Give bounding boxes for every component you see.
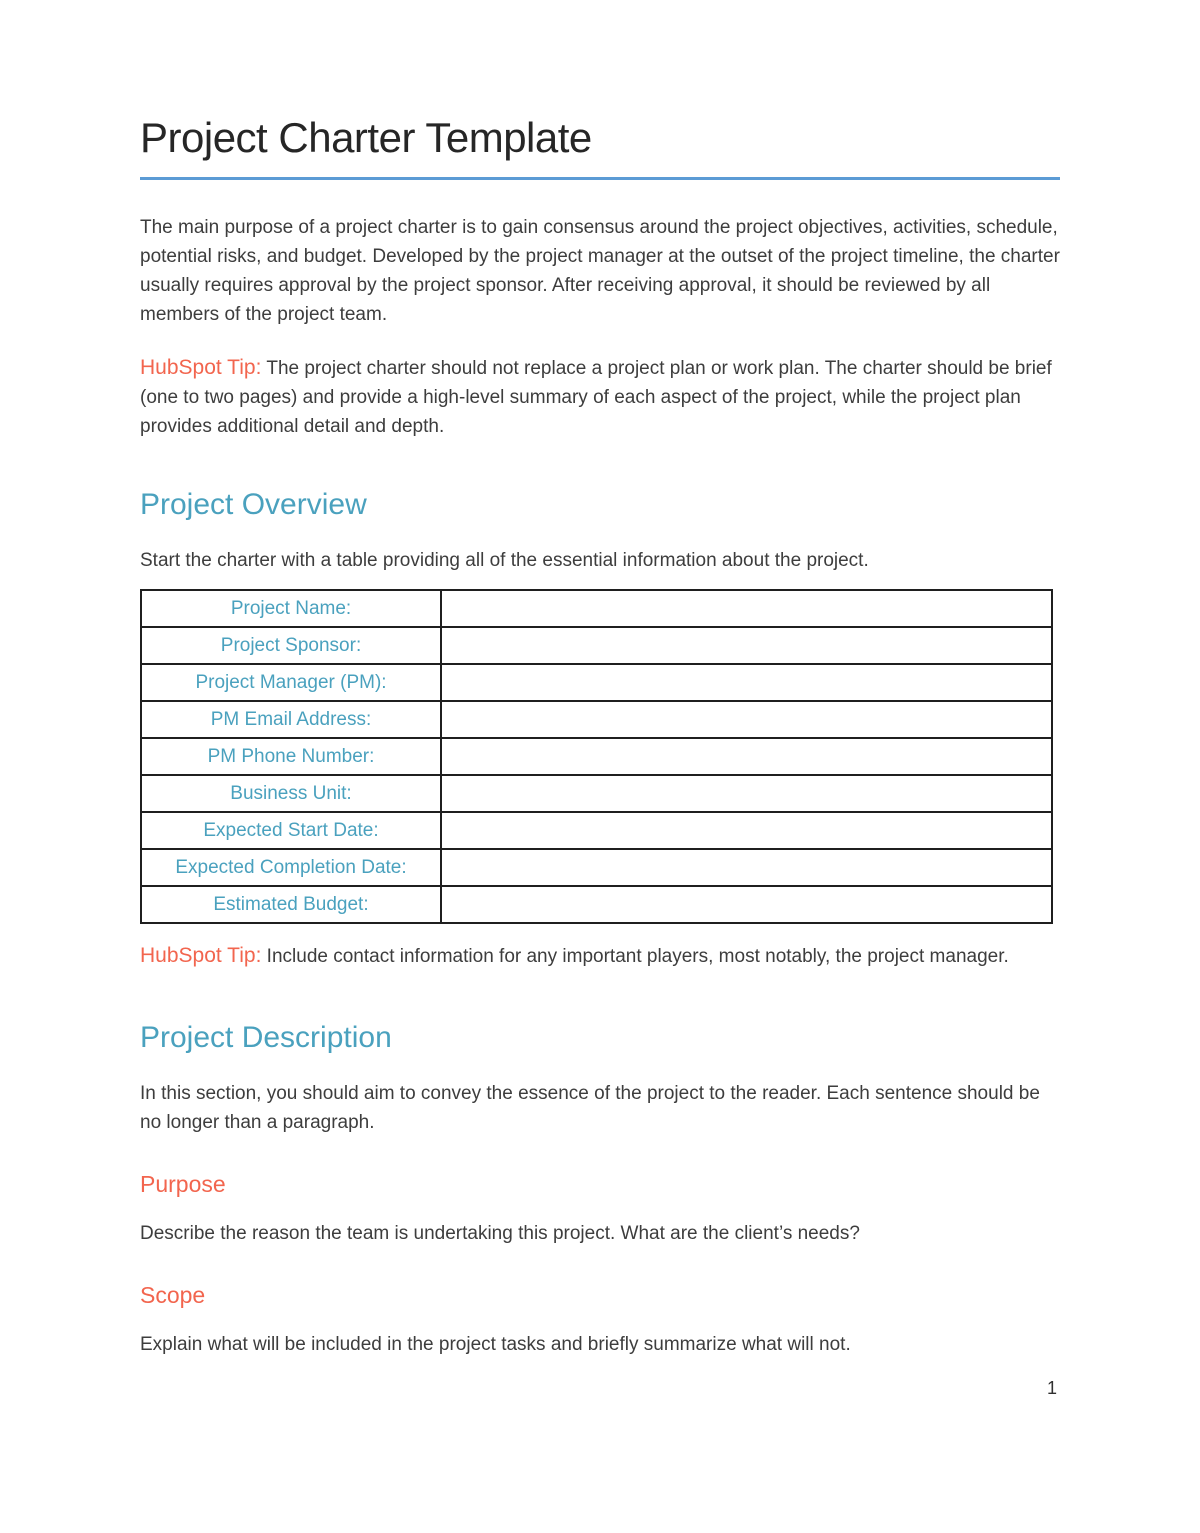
table-row-value-field[interactable] xyxy=(441,738,1052,775)
sub-heading-scope: Scope xyxy=(140,1282,206,1309)
table-row xyxy=(141,664,1052,701)
table-row xyxy=(141,775,1052,812)
table-row-value-field[interactable] xyxy=(441,627,1052,664)
table-row-label: Estimated Budget: xyxy=(141,886,441,923)
hubspot-tip-2 xyxy=(140,941,1060,971)
section-heading-project-description: Project Description xyxy=(140,1021,392,1055)
table-row-label: Project Sponsor: xyxy=(141,627,441,664)
overview-table-body xyxy=(141,590,1052,923)
description-subsections xyxy=(140,1171,1060,1359)
section-heading-project-overview: Project Overview xyxy=(140,488,367,522)
sub-heading-paragraph: Explain what will be included in the project tasks and briefly summarize what will not. xyxy=(140,1334,851,1356)
hubspot-tip-1 xyxy=(140,353,1060,441)
hubspot-tip-1-label: HubSpot Tip: xyxy=(140,356,262,380)
table-row xyxy=(141,812,1052,849)
hubspot-tip-2-text: Include contact information for any important players, most notably, the project manager. xyxy=(261,946,1009,968)
table-row-value-field[interactable] xyxy=(441,590,1052,627)
table-row-value-field[interactable] xyxy=(441,812,1052,849)
table-row-label: Project Manager (PM): xyxy=(141,664,441,701)
table-row-label: PM Phone Number: xyxy=(141,738,441,775)
table-row-label: PM Email Address: xyxy=(141,701,441,738)
table-row-value-field[interactable] xyxy=(441,664,1052,701)
description-intro: In this section, you should aim to convey the essence of the project to the reader. Each sentence should be no longer than a paragraph. xyxy=(140,1083,1040,1134)
hubspot-tip-2-label: HubSpot Tip: xyxy=(140,944,262,968)
overview-intro: Start the charter with a table providing all of the essential information about the project. xyxy=(140,550,869,572)
table-row-label: Expected Start Date: xyxy=(141,812,441,849)
page-title: Project Charter Template xyxy=(140,114,592,161)
hubspot-tip-1-text: The project charter should not replace a project plan or work plan. The charter should be brief (one to two pages) and provide a high-level summary of each aspect of the project, while the project plan provides additional detail and depth. xyxy=(140,358,1052,438)
table-row xyxy=(141,738,1052,775)
table-row-value-field[interactable] xyxy=(441,775,1052,812)
table-row xyxy=(141,701,1052,738)
sub-heading-paragraph: Describe the reason the team is undertaking this project. What are the client’s needs? xyxy=(140,1223,860,1245)
sub-heading-purpose: Purpose xyxy=(140,1171,226,1198)
table-row xyxy=(141,849,1052,886)
page-number: 1 xyxy=(1046,1378,1057,1398)
intro-paragraph: The main purpose of a project charter is to gain consensus around the project objectives, activities, schedule, potential risks, and budget. Developed by the project manager at the outset of the project timeline, the charter usually requires approval by the project sponsor. After receiving approval, it should be reviewed by all members of the project team. xyxy=(140,217,1060,326)
table-row xyxy=(141,627,1052,664)
table-row-label: Business Unit: xyxy=(141,775,441,812)
project-overview-table xyxy=(140,589,1053,924)
table-row-label: Expected Completion Date: xyxy=(141,849,441,886)
table-row xyxy=(141,590,1052,627)
table-row xyxy=(141,886,1052,923)
title-divider-rule xyxy=(140,177,1060,180)
table-row-value-field[interactable] xyxy=(441,849,1052,886)
table-row-value-field[interactable] xyxy=(441,701,1052,738)
table-row-value-field[interactable] xyxy=(441,886,1052,923)
table-row-label: Project Name: xyxy=(141,590,441,627)
